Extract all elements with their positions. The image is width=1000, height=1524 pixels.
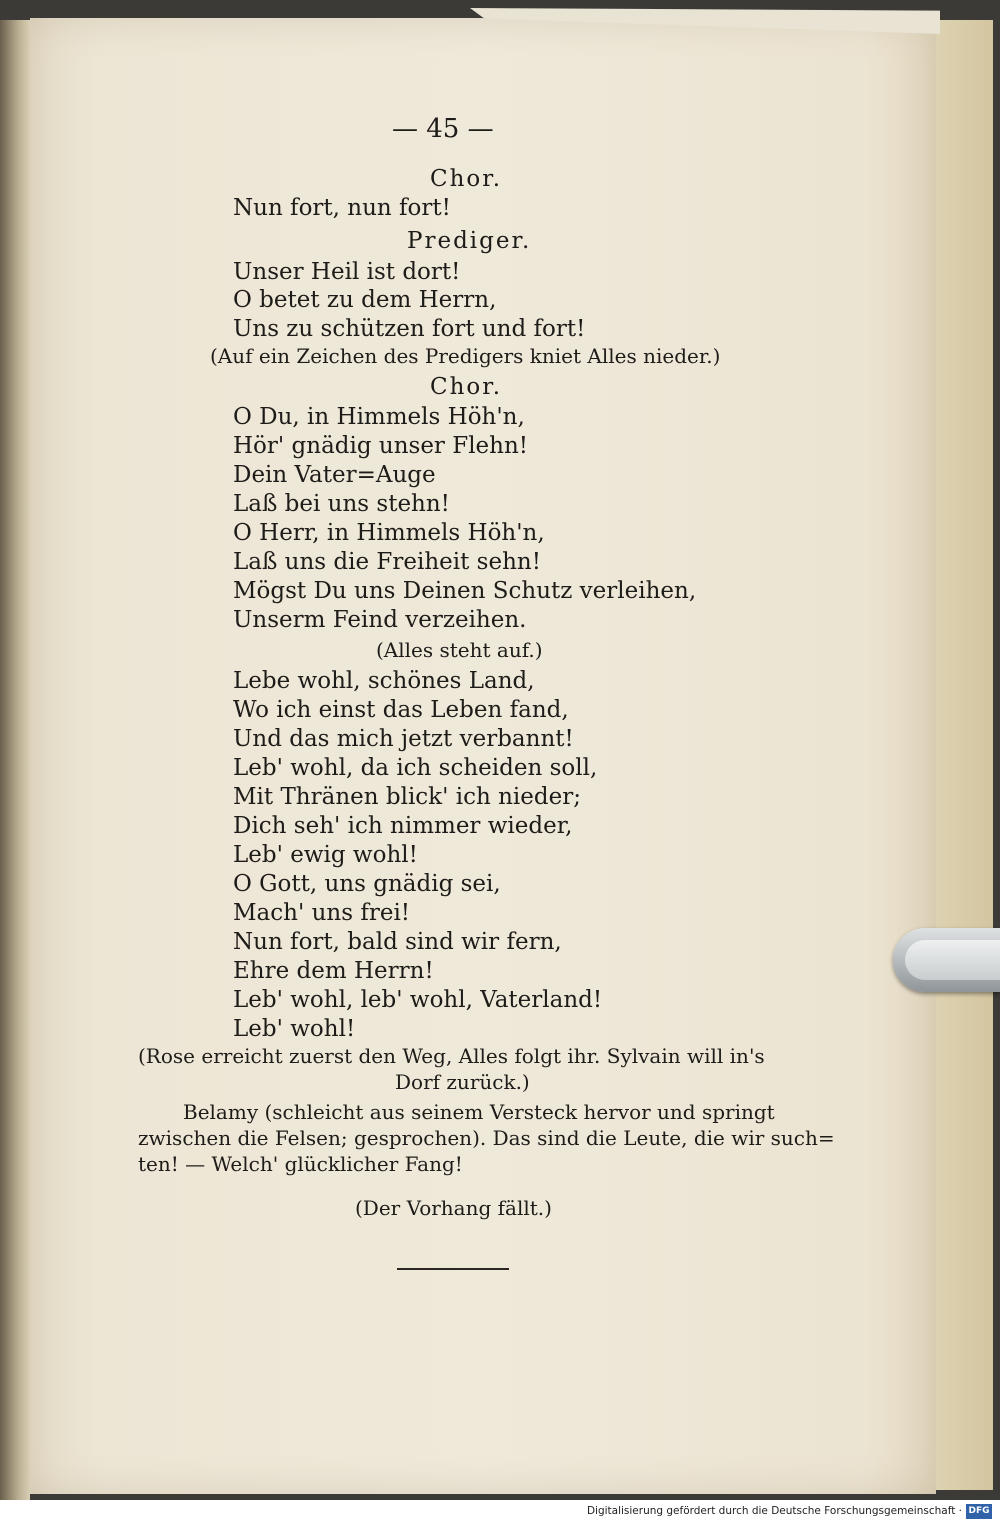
verse-line: Dich seh' ich nimmer wieder, bbox=[233, 813, 573, 839]
verse-line: Wo ich einst das Leben fand, bbox=[233, 697, 569, 723]
verse-line: Mach' uns frei! bbox=[233, 900, 411, 926]
dfg-logo: DFG bbox=[966, 1504, 992, 1519]
verse-line: O Du, in Himmels Höh'n, bbox=[233, 404, 525, 430]
verse-line: O betet zu dem Herrn, bbox=[233, 287, 497, 313]
page-number: — 45 — bbox=[392, 114, 494, 144]
verse-line: Leb' ewig wohl! bbox=[233, 842, 418, 868]
stage-direction: (Auf ein Zeichen des Predigers kniet Alles nieder.) bbox=[210, 344, 721, 368]
prose-line: ten! — Welch' glücklicher Fang! bbox=[138, 1152, 463, 1176]
left-page-edge bbox=[0, 20, 30, 1500]
footer-bar bbox=[0, 1500, 1000, 1524]
verse-line: Leb' wohl, da ich scheiden soll, bbox=[233, 755, 598, 781]
footer-credit: Digitalisierung gefördert durch die Deutsche Forschungsgemeinschaft · bbox=[586, 1505, 962, 1517]
verse-line: Nun fort, nun fort! bbox=[233, 195, 451, 221]
verse-line: Ehre dem Herrn! bbox=[233, 958, 434, 984]
verse-line: Dein Vater=Auge bbox=[233, 462, 436, 488]
verse-line: Mögst Du uns Deinen Schutz verleihen, bbox=[233, 578, 697, 604]
verse-line: Leb' wohl! bbox=[233, 1016, 356, 1042]
stage-direction: (Rose erreicht zuerst den Weg, Alles folgt ihr. Sylvain will in's bbox=[138, 1044, 765, 1068]
verse-line: O Gott, uns gnädig sei, bbox=[233, 871, 501, 897]
prose-line: Belamy (schleicht aus seinem Versteck hervor und springt bbox=[183, 1100, 775, 1124]
speaker-label: Chor. bbox=[430, 166, 503, 192]
verse-line: Hör' gnädig unser Flehn! bbox=[233, 433, 529, 459]
verse-line: O Herr, in Himmels Höh'n, bbox=[233, 520, 545, 546]
verse-line: Nun fort, bald sind wir fern, bbox=[233, 929, 562, 955]
page-clip-highlight bbox=[905, 940, 1000, 980]
verse-line: Lebe wohl, schönes Land, bbox=[233, 668, 535, 694]
speaker-label: Chor. bbox=[430, 374, 503, 400]
stage-direction: Dorf zurück.) bbox=[395, 1070, 530, 1094]
prose-line: zwischen die Felsen; gesprochen). Das sind die Leute, die wir such= bbox=[138, 1126, 835, 1150]
verse-line: Und das mich jetzt verbannt! bbox=[233, 726, 574, 752]
verse-line: Mit Thränen blick' ich nieder; bbox=[233, 784, 581, 810]
stage-direction: (Alles steht auf.) bbox=[376, 638, 543, 662]
verse-line: Uns zu schützen fort und fort! bbox=[233, 316, 586, 342]
page-clip bbox=[893, 928, 1000, 992]
verse-line: Leb' wohl, leb' wohl, Vaterland! bbox=[233, 987, 603, 1013]
end-rule bbox=[397, 1268, 509, 1270]
stage-direction: (Der Vorhang fällt.) bbox=[355, 1196, 552, 1220]
verse-line: Unserm Feind verzeihen. bbox=[233, 607, 527, 633]
verse-line: Unser Heil ist dort! bbox=[233, 259, 461, 285]
verse-line: Laß uns die Freiheit sehn! bbox=[233, 549, 541, 575]
speaker-label: Prediger. bbox=[407, 228, 532, 254]
verse-line: Laß bei uns stehn! bbox=[233, 491, 450, 517]
